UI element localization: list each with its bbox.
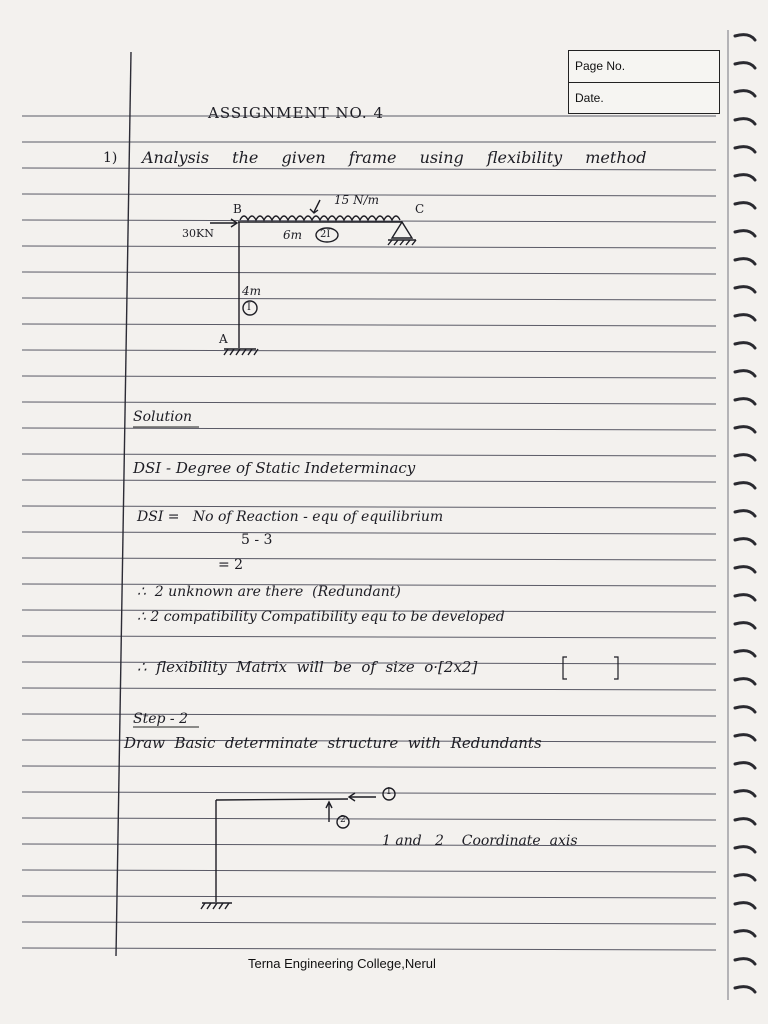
margin-line (116, 52, 131, 956)
coord-1-label: 1 (386, 787, 392, 797)
column-inertia-label: I (247, 302, 251, 313)
assignment-title: ASSIGNMENT NO. 4 (208, 104, 384, 122)
page-no-label: Page No. (575, 59, 626, 73)
udl-label: 15 N/m (334, 193, 380, 207)
fixed-hatch (224, 349, 258, 355)
spiral-binding (735, 35, 755, 992)
beam-length-label: 6m (283, 228, 303, 242)
coord-2-label: 2 (340, 815, 346, 825)
dsi-result: = 2 (218, 557, 244, 573)
flexibility-matrix-note: ∴ flexibility Matrix will be of size o·[2x2] (137, 658, 478, 676)
dsi-definition: DSI - Degree of Static Indeterminacy (133, 459, 416, 477)
pin-support-c (392, 222, 412, 238)
beam-inertia-label: 2I (320, 229, 331, 240)
dsi-equation: DSI = No of Reaction - equ of equilibrium (137, 509, 444, 525)
node-a-label: A (219, 332, 228, 346)
determinate-structure-diagram (201, 788, 395, 909)
dbs-hatch (201, 903, 229, 909)
point-load-label: 30KN (182, 227, 214, 240)
udl-coils (240, 216, 400, 220)
dbs-beam (216, 799, 348, 800)
frame-diagram (210, 200, 416, 355)
compatibility-note: ∴ 2 compatibility Compatibility equ to be developed (137, 609, 505, 625)
question-number: 1) (103, 150, 118, 166)
node-b-label: B (233, 202, 242, 216)
college-footer: Terna Engineering College,Nerul (248, 956, 436, 971)
page-date-box (568, 50, 720, 114)
redundant-note: ∴ 2 unknown are there (Redundant) (137, 584, 401, 600)
node-c-label: C (415, 202, 425, 216)
date-label: Date. (569, 82, 719, 113)
coordinate-axis-label: 1 and 2 Coordinate axis (382, 833, 578, 849)
step2-text: Draw Basic determinate structure with Redundants (124, 734, 542, 752)
dsi-values: 5 - 3 (241, 532, 273, 548)
ruled-lines (22, 116, 716, 950)
support-hatch (388, 240, 416, 245)
matrix-brackets (563, 657, 618, 679)
question-text: Analysis the given frame using flexibility method (142, 148, 647, 167)
column-length-label: 4m (242, 284, 262, 298)
solution-heading: Solution (133, 409, 193, 425)
step2-heading: Step - 2 (133, 711, 189, 727)
